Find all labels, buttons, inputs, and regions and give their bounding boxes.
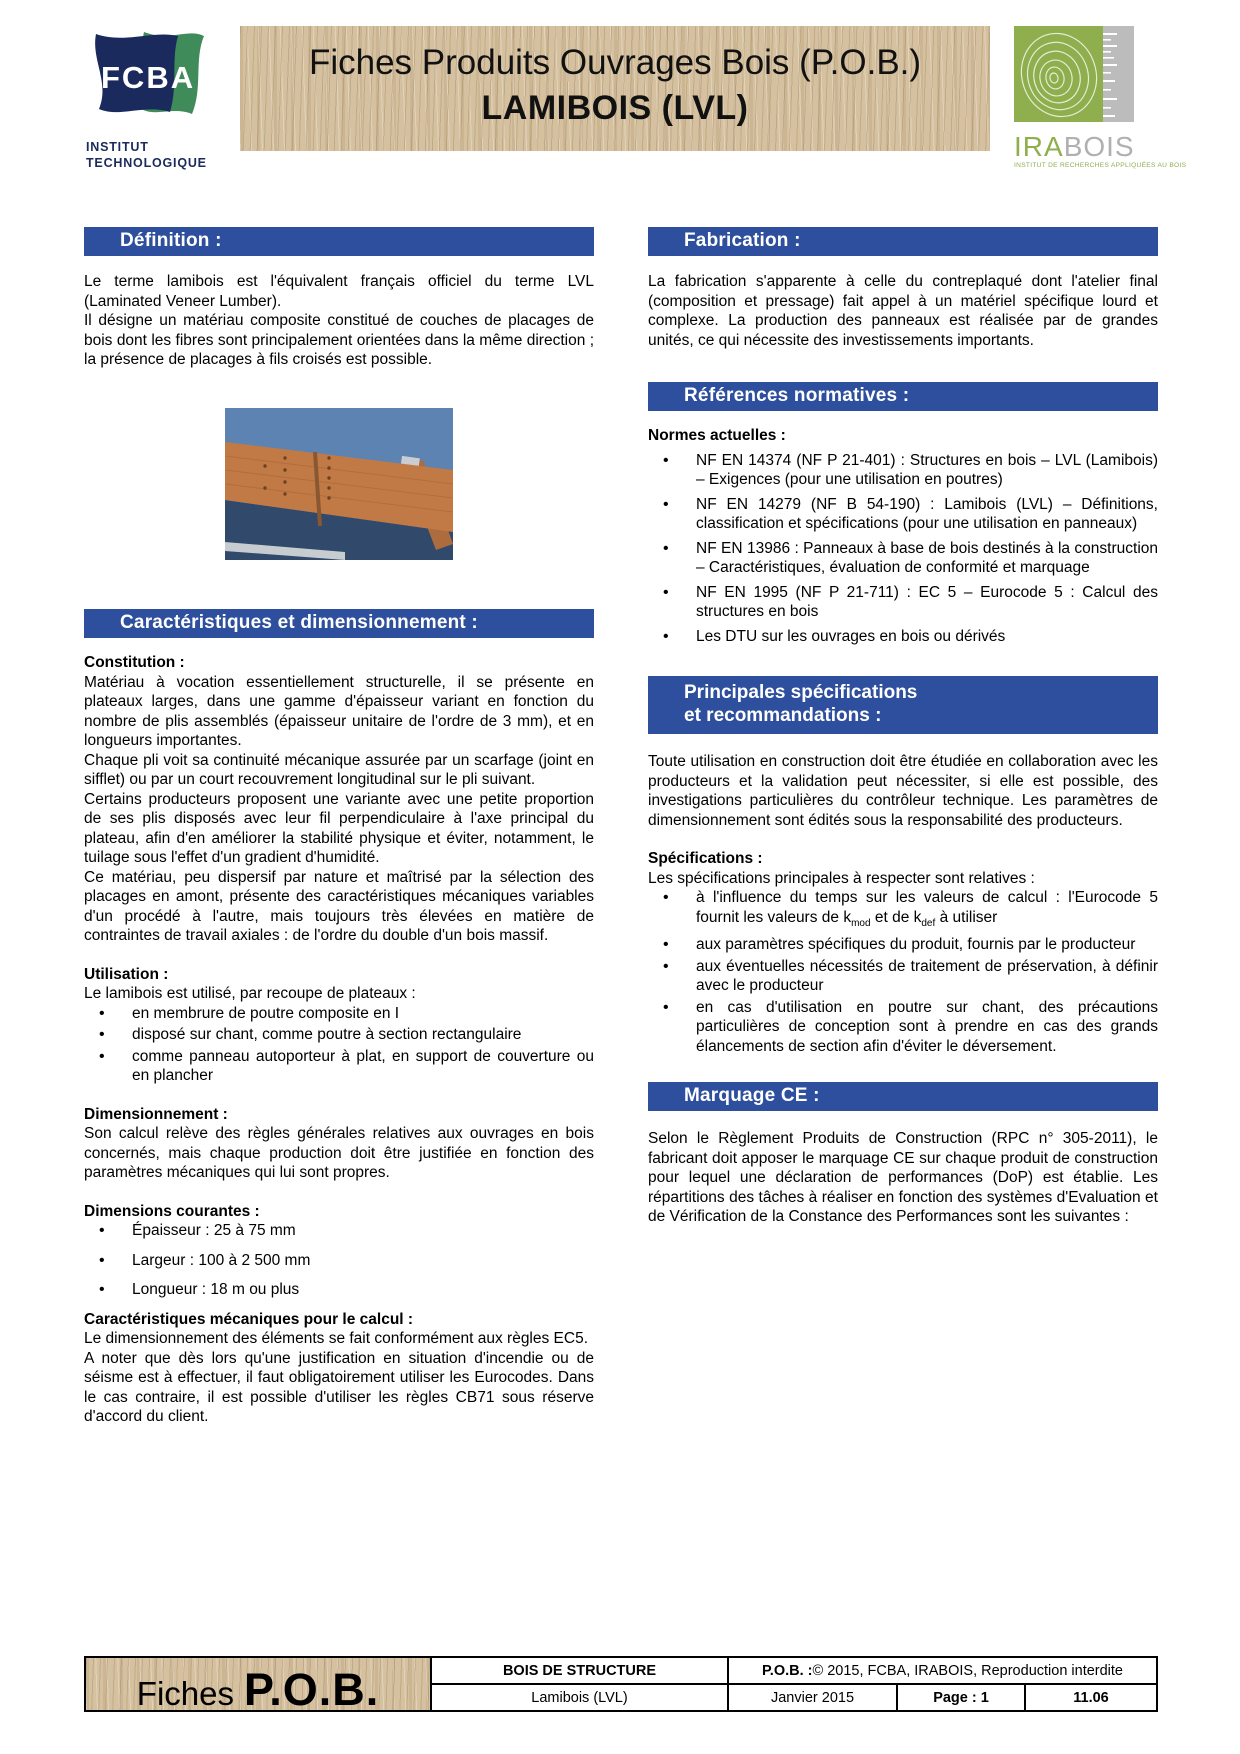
irabois-wordmark: IRABOIS — [1014, 131, 1135, 162]
product-photo — [225, 408, 453, 571]
section-references-header: Références normatives : — [648, 382, 1158, 411]
list-item: • NF EN 1995 (NF P 21-711) : EC 5 – Eurocode 5 : Calcul des structures en bois — [648, 583, 1158, 622]
list-item: • en membrure de poutre composite en I — [84, 1004, 594, 1024]
list-item: • en cas d'utilisation en poutre sur chant, des précautions particulières de conception sont à prendre en cas des grands élancements de section afin d'éviter le déversement. — [648, 998, 1158, 1057]
specifications-paragraph: Toute utilisation en construction doit être étudiée en collaboration avec les producteurs et la validation peut nécessiter, si elle est possible, des investigations particulières du contrôleur technique. Les paramètres de dimensionnement sont édités sous la responsabilité des producteurs. — [648, 753, 1158, 829]
list-item: • aux paramètres spécifiques du produit, fournis par le producteur — [648, 935, 1158, 955]
fabrication-paragraph: La fabrication s'apparente à celle du contreplaqué dont l'atelier final (composition et pressage) fait appel à un matériel spécifique lourd et complexe. La production des panneaux est réalisée par de grandes unités, ce qui nécessite des investissements importants. — [648, 273, 1158, 349]
list-item: • disposé sur chant, comme poutre à section rectangulaire — [84, 1025, 594, 1045]
dimensionnement-paragraph: Son calcul relève des règles générales relatives aux ouvrages en bois concernés, mais chaque production doit être justifiée en fonction des paramètres mécaniques qui lui sont propres. — [84, 1125, 594, 1181]
footer-page-number: Page : 1 — [898, 1685, 1026, 1710]
footer-table — [432, 1658, 1156, 1710]
constitution-paragraph: Matériau à vocation essentiellement structurelle, il se présente en plateaux larges, dans une gamme d'épaisseur variant en fonction du nombre de plis assemblés (épaisseur unitaire de l'ordre de 3 mm), et en longueurs importantes. — [84, 673, 594, 749]
fcba-institute-line1: INSTITUT — [86, 140, 149, 154]
lvl-beam-photo-graphic — [225, 408, 453, 560]
footer-brand-main: P.O.B. — [243, 1664, 380, 1715]
mecanique-heading: Caractéristiques mécaniques pour le calcul : — [84, 1310, 414, 1328]
list-item: • aux éventuelles nécessités de traitement de préservation, à définir avec le producteur — [648, 957, 1158, 996]
list-item: • à l'influence du temps sur les valeurs de calcul : l'Eurocode 5 fournit les valeurs de $k_{mod}$ et de $k_{def}$ à utiliser — [648, 888, 1158, 933]
constitution-paragraph: Certains producteurs proposent une variante avec une petite proportion de ses plis disposés avec leur fil perpendiculaire à l'axe principal du plateau, afin d'en améliorer la stabilité physique et éviter, notamment, le tuilage sous l'effet d'un gradient d'humidité. — [84, 790, 594, 866]
constitution-heading: Constitution : — [84, 654, 185, 671]
footer-brand-prefix: Fiches — [136, 1675, 234, 1712]
specifications-heading: Spécifications : — [648, 850, 763, 867]
title-banner — [240, 26, 990, 151]
section-specifications-header: Principales spécifications et recommandations : — [648, 676, 1158, 734]
definition-paragraph-1: Le terme lamibois est l'équivalent français officiel du terme LVL (Laminated Veneer Lumber). — [84, 273, 594, 310]
footer-brand — [86, 1658, 432, 1715]
utilisation-list — [84, 1004, 594, 1086]
utilisation-heading: Utilisation : — [84, 965, 169, 983]
definition-paragraph-2: Il désigne un matériau composite constitué de couches de placages de bois dont les fibres sont principalement orientées dans la même direction ; la présence de placages à fils croisés est possible. — [84, 312, 594, 368]
section-definition-header: Définition : — [84, 227, 594, 256]
constitution-paragraph: Ce matériau, peu dispersif par nature et maîtrisé par la sélection des placages en amont, présente des caractéristiques mécaniques variables d'un procédé à l'autre, mais toujours très élevées en matière de contraintes de travail axiales : de l'ordre du double d'un bois massif. — [84, 868, 594, 944]
column-right — [648, 227, 1158, 1227]
specifications-list — [648, 888, 1158, 1056]
fcba-logo-graphic — [86, 26, 214, 122]
irabois-logo — [1014, 26, 1187, 169]
column-left — [84, 227, 594, 1427]
utilisation-intro: Le lamibois est utilisé, par recoupe de plateaux : — [84, 985, 416, 1002]
mecanique-paragraph: A noter que dès lors qu'une justification en situation d'incendie ou de séisme est à effectuer, il faut obligatoirement utiliser les Eurocodes. Dans le cas contraire, il est possible d'utiliser les règles CB71 sous réserve d'accord du client. — [84, 1349, 594, 1425]
dimensionnement-heading: Dimensionnement : — [84, 1105, 228, 1123]
section-fabrication-header: Fabrication : — [648, 227, 1158, 256]
mecanique-paragraph: Le dimensionnement des éléments se fait conformément aux règles EC5. — [84, 1330, 589, 1347]
list-item: • NF EN 14279 (NF B 54-190) : Lamibois (LVL) – Définitions, classification et spécifications (pour une utilisation en panneaux) — [648, 495, 1158, 534]
list-item: • Épaisseur : 25 à 75 mm — [84, 1221, 594, 1241]
fcba-institute-line2: TECHNOLOGIQUE — [86, 156, 207, 170]
normes-list — [648, 451, 1158, 647]
list-item: • Les DTU sur les ouvrages en bois ou dérivés — [648, 627, 1158, 647]
section-caracteristiques-header: Caractéristiques et dimensionnement : — [84, 609, 594, 638]
dimensions-list — [84, 1221, 594, 1300]
irabois-logo-graphic — [1014, 26, 1134, 122]
normes-heading: Normes actuelles : — [648, 427, 786, 444]
list-item: • comme panneau autoporteur à plat, en support de couverture ou en plancher — [84, 1047, 594, 1086]
footer-category: BOIS DE STRUCTURE — [432, 1658, 729, 1683]
constitution-paragraph: Chaque pli voit sa continuité mécanique assurée par un scarfage (joint en sifflet) ou par un court recouvrement longitudinal sur le pli suivant. — [84, 751, 594, 788]
fcba-wordmark: FCBA — [101, 60, 196, 95]
footer-row-2 — [432, 1685, 1156, 1710]
list-item: • NF EN 14374 (NF P 21-401) : Structures en bois – LVL (Lamibois) – Exigences (pour une utilisation en poutres) — [648, 451, 1158, 490]
document-subtitle: LAMIBOIS (LVL) — [481, 89, 749, 127]
dimensions-heading: Dimensions courantes : — [84, 1202, 260, 1220]
list-item: • Largeur : 100 à 2 500 mm — [84, 1251, 594, 1271]
footer-product: Lamibois (LVL) — [432, 1685, 729, 1710]
specifications-intro: Les spécifications principales à respecter sont relatives : — [648, 869, 1035, 887]
document-title: Fiches Produits Ouvrages Bois (P.O.B.) — [308, 43, 922, 82]
footer-copyright: P.O.B. : © 2015, FCBA, IRABOIS, Reproduction interdite — [762, 1662, 1123, 1679]
marquage-paragraph: Selon le Règlement Produits de Construction (RPC n° 305-2011), le fabricant doit apposer le marquage CE sur chaque produit de construction pour lequel une déclaration de performances (DoP) est établie. Les répartitions des tâches à réaliser en fonction des systèmes d'Evaluation et de Vérification de la Constance des Performances sont les suivantes : — [648, 1130, 1158, 1226]
fcba-logo — [86, 26, 216, 171]
irabois-caption: INSTITUT DE RECHERCHES APPLIQUÉES AU BOIS — [1014, 162, 1187, 169]
page-footer — [84, 1656, 1158, 1715]
footer-ref-number: 11.06 — [1073, 1689, 1109, 1706]
section-marquage-header: Marquage CE : — [648, 1082, 1158, 1111]
list-item: • Longueur : 18 m ou plus — [84, 1280, 594, 1300]
footer-date: Janvier 2015 — [729, 1685, 898, 1710]
footer-row-1 — [432, 1658, 1156, 1685]
list-item: • NF EN 13986 : Panneaux à base de bois destinés à la construction – Caractéristiques, évaluation de conformité et marquage — [648, 539, 1158, 578]
